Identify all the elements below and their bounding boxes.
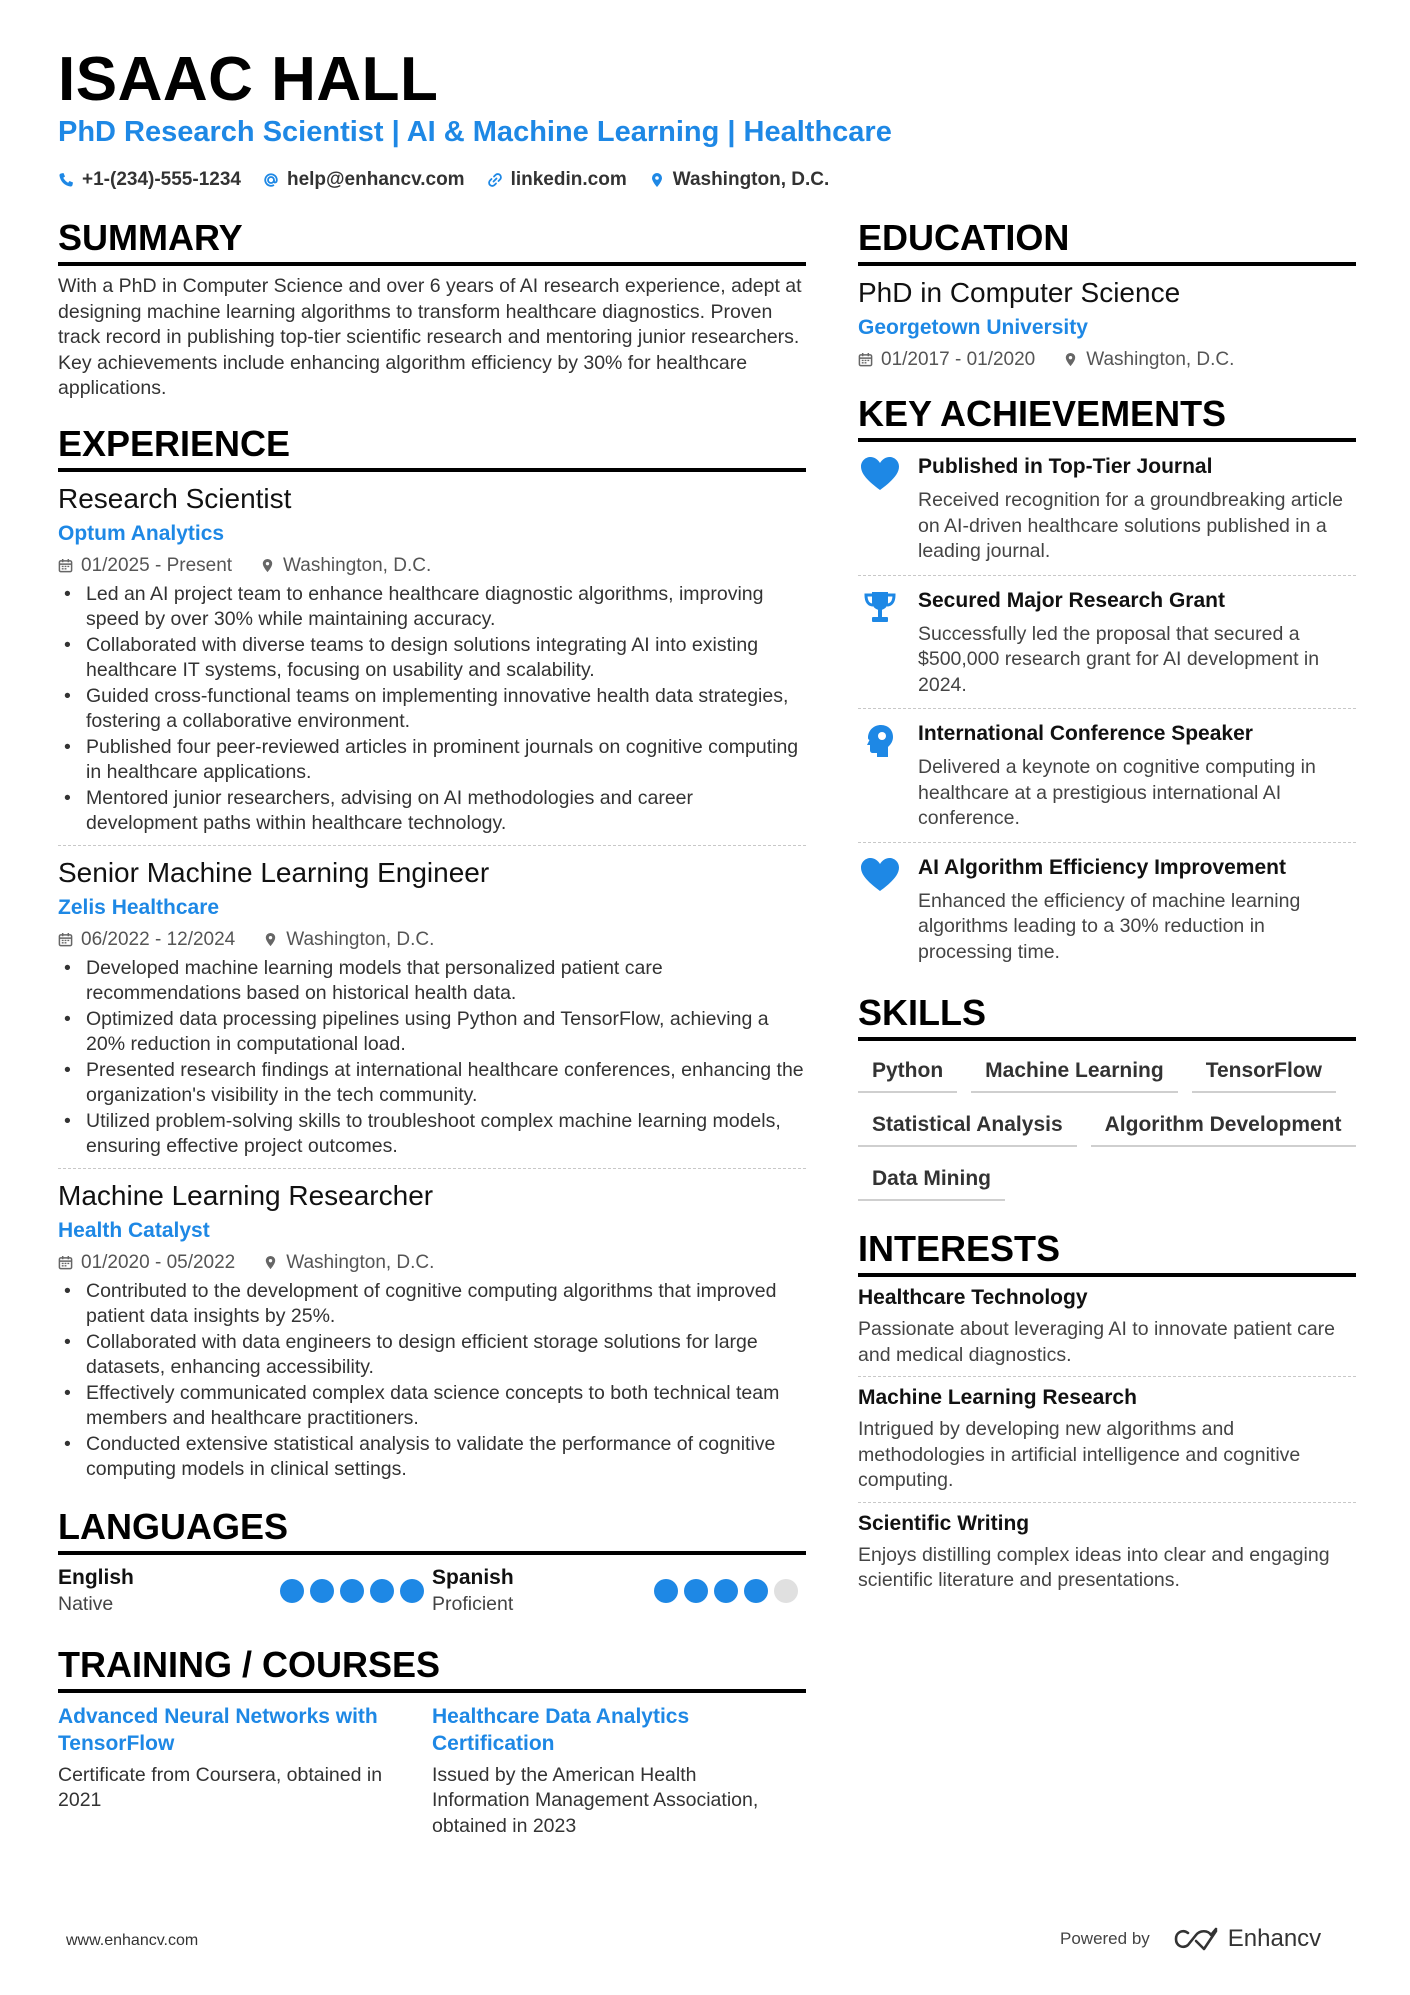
job-dates: 01/2020 - 05/2022 [81,1251,236,1273]
achievement-item [858,575,1356,709]
language-item [432,1565,806,1617]
footer-branding [1060,1925,1321,1953]
achievement-title: Secured Major Research Grant [918,588,1225,612]
calendar-icon [58,1255,73,1270]
phone-icon [58,172,74,188]
skill-tag: Machine Learning [971,1053,1178,1093]
bullet-item: • Developed machine learning models that personalized patient care recommendations based on historical health data. [58,956,806,1007]
languages-section [58,1505,806,1617]
brand-name: Enhancv [1227,1925,1322,1952]
job-title: Machine Learning Researcher [58,1179,434,1211]
heart-icon [860,456,900,492]
contact-location [649,169,830,191]
rating-dot-filled [280,1579,304,1603]
job-location: Washington, D.C. [286,1251,435,1273]
interest-title: Healthcare Technology [858,1286,1088,1309]
summary-heading: SUMMARY [58,216,806,266]
achievement-title: International Conference Speaker [918,722,1253,745]
bullet-item: • Collaborated with data engineers to design efficient storage solutions for large datasets, enhancing accessibility. [58,1330,806,1381]
education-meta [858,347,1356,372]
job-dates: 01/2025 - Present [81,554,233,576]
rating-dot-filled [744,1579,768,1603]
summary-section [58,216,806,402]
school-name: Georgetown University [858,316,1088,339]
rating-dot-filled [370,1579,394,1603]
job-bullets [58,582,806,837]
course-title: Healthcare Data Analytics Certification [432,1704,690,1755]
job-meta [58,927,806,952]
achievement-title: AI Algorithm Efficiency Improvement [918,855,1286,879]
company-name: Zelis Healthcare [58,895,220,919]
achievements-heading: KEY ACHIEVEMENTS [858,392,1356,442]
contact-email[interactable] [263,169,465,191]
achievements-section [858,392,1356,975]
achievement-desc: Received recognition for a groundbreaking article on AI-driven healthcare solutions published in a leading journal. [918,489,1343,562]
rating-dot-empty [774,1579,798,1603]
bullet-item: • Utilized problem-solving skills to troubleshoot complex machine learning models, ensuring effective project outcomes. [58,1109,806,1160]
job-entry [58,845,806,1168]
interests-section [858,1227,1356,1602]
summary-text: With a PhD in Computer Science and over 6 years of AI research experience, adept at designing machine learning algorithms to transform healthcare diagnostics. Proven track record in publishing top-tier scientific research and mentoring junior researchers. Key achievements include enhancing algorithm efficiency by 30% for healthcare applications. [58,275,802,399]
skills-list [858,1053,1356,1201]
experience-section [58,422,806,1491]
course-item [432,1703,806,1840]
rating-dot-filled [400,1579,424,1603]
location-pin-icon [263,932,278,947]
email-text: help@enhancv.com [286,169,465,190]
location-text: Washington, D.C. [672,169,830,190]
bullet-item: • Conducted extensive statistical analysis to validate the performance of cognitive computing models in clinical settings. [58,1432,806,1483]
interest-item [858,1277,1356,1376]
job-title: Research Scientist [58,482,292,514]
interest-item [858,1376,1356,1502]
course-title: Advanced Neural Networks with TensorFlow [58,1704,378,1755]
bullet-item: • Mentored junior researchers, advising on AI methodologies and career development paths within healthcare technology. [58,786,806,837]
linkedin-text: linkedin.com [510,169,627,190]
skills-section [858,991,1356,1201]
location-pin-icon [1063,352,1078,367]
job-dates: 06/2022 - 12/2024 [81,928,236,950]
course-item [58,1703,432,1840]
candidate-name: ISAAC HALL [58,45,439,114]
language-level: Native [58,1592,114,1615]
skill-tag: Python [858,1053,957,1093]
location-pin-icon [260,558,275,573]
brand-logo[interactable] [1174,1925,1321,1953]
skill-tag: Data Mining [858,1161,1005,1201]
language-rating [280,1579,424,1617]
calendar-icon [58,932,73,947]
job-meta [58,1250,806,1275]
bullet-item: • Published four peer-reviewed articles in prominent journals on cognitive computing in healthcare applications. [58,735,806,786]
course-desc: Certificate from Coursera, obtained in 2021 [58,1763,383,1811]
left-column [58,216,806,1859]
achievement-item [858,842,1356,976]
trophy-icon [860,590,900,626]
job-location: Washington, D.C. [283,554,432,576]
interest-desc: Passionate about leveraging AI to innovate patient care and medical diagnostics. [858,1318,1335,1366]
skills-heading: SKILLS [858,991,1356,1041]
language-level: Proficient [432,1592,514,1615]
phone-text: +1-(234)-555-1234 [82,169,241,190]
footer-website[interactable]: www.enhancv.com [66,1932,199,1949]
languages-row [58,1565,806,1617]
speaker-head-icon [860,723,900,759]
achievement-desc: Enhanced the efficiency of machine learning algorithms leading to a 30% reduction in processing time. [918,889,1301,963]
rating-dot-filled [340,1579,364,1603]
languages-heading: LANGUAGES [58,1505,806,1555]
rating-dot-filled [654,1579,678,1603]
education-dates: 01/2017 - 01/2020 [881,349,1036,370]
candidate-title: PhD Research Scientist | AI & Machine Learning | Healthcare [58,116,892,148]
language-name: Spanish [432,1565,514,1589]
skill-tag: Statistical Analysis [858,1107,1077,1147]
at-icon [263,172,279,188]
courses-row [58,1703,806,1840]
job-entry [58,1168,806,1491]
achievement-item [858,442,1356,575]
education-location: Washington, D.C. [1086,349,1235,370]
calendar-icon [58,558,73,573]
language-item [58,1565,432,1617]
contact-bar [58,169,829,191]
right-column [858,216,1356,1622]
bullet-item: • Led an AI project team to enhance healthcare diagnostic algorithms, improving speed by over 30% while maintaining accuracy. [58,582,806,633]
powered-by-text: Powered by [1060,1929,1150,1948]
company-name: Optum Analytics [58,521,225,545]
interest-item [858,1502,1356,1602]
interests-heading: INTERESTS [858,1227,1356,1277]
contact-linkedin[interactable] [487,169,627,191]
rating-dot-filled [310,1579,334,1603]
bullet-item: • Contributed to the development of cognitive computing algorithms that improved patient data insights by 25%. [58,1279,806,1330]
rating-dot-filled [684,1579,708,1603]
job-meta [58,553,806,578]
enhancv-logo-icon [1174,1927,1218,1951]
education-section [858,216,1356,372]
language-name: English [58,1565,134,1589]
contact-phone[interactable] [58,169,241,191]
job-title: Senior Machine Learning Engineer [58,856,490,888]
degree-title: PhD in Computer Science [858,277,1181,308]
link-icon [487,172,503,188]
skill-tag: Algorithm Development [1091,1107,1356,1147]
job-location: Washington, D.C. [286,928,435,950]
achievement-item [858,708,1356,842]
achievement-desc: Delivered a keynote on cognitive computing in healthcare at a prestigious international AI conference. [918,756,1316,829]
heart-icon [860,857,900,893]
bullet-item: • Optimized data processing pipelines using Python and TensorFlow, achieving a 20% reduction in computational load. [58,1007,806,1058]
rating-dot-filled [714,1579,738,1603]
bullet-item: • Effectively communicated complex data science concepts to both technical team members and healthcare practitioners. [58,1381,806,1432]
location-pin-icon [649,172,665,188]
calendar-icon [858,352,873,367]
education-heading: EDUCATION [858,216,1356,266]
job-bullets [58,956,806,1160]
interest-desc: Enjoys distilling complex ideas into clear and engaging scientific literature and presentations. [858,1543,1330,1591]
course-desc: Issued by the American Health Information Management Association, obtained in 2023 [432,1763,759,1837]
interest-title: Scientific Writing [858,1511,1030,1535]
bullet-item: • Guided cross-functional teams on implementing innovative health data strategies, fostering a collaborative environment. [58,684,806,735]
job-entry [58,472,806,845]
interest-title: Machine Learning Research [858,1386,1137,1409]
bullet-item: • Collaborated with diverse teams to design solutions integrating AI into existing healthcare IT systems, focusing on usability and scalability. [58,633,806,684]
location-pin-icon [263,1255,278,1270]
skill-tag: TensorFlow [1192,1053,1336,1093]
company-name: Health Catalyst [58,1218,210,1242]
achievement-desc: Successfully led the proposal that secured a $500,000 research grant for AI development in 2024. [918,622,1320,696]
training-heading: TRAINING / COURSES [58,1643,806,1693]
job-bullets [58,1279,806,1483]
training-section [58,1643,806,1840]
language-rating [654,1579,798,1617]
interest-desc: Intrigued by developing new algorithms and methodologies in artificial intelligence and cognitive computing. [858,1418,1301,1491]
achievement-title: Published in Top-Tier Journal [918,455,1213,478]
experience-heading: EXPERIENCE [58,422,806,472]
bullet-item: • Presented research findings at international healthcare conferences, enhancing the organization's visibility in the tech community. [58,1058,806,1109]
